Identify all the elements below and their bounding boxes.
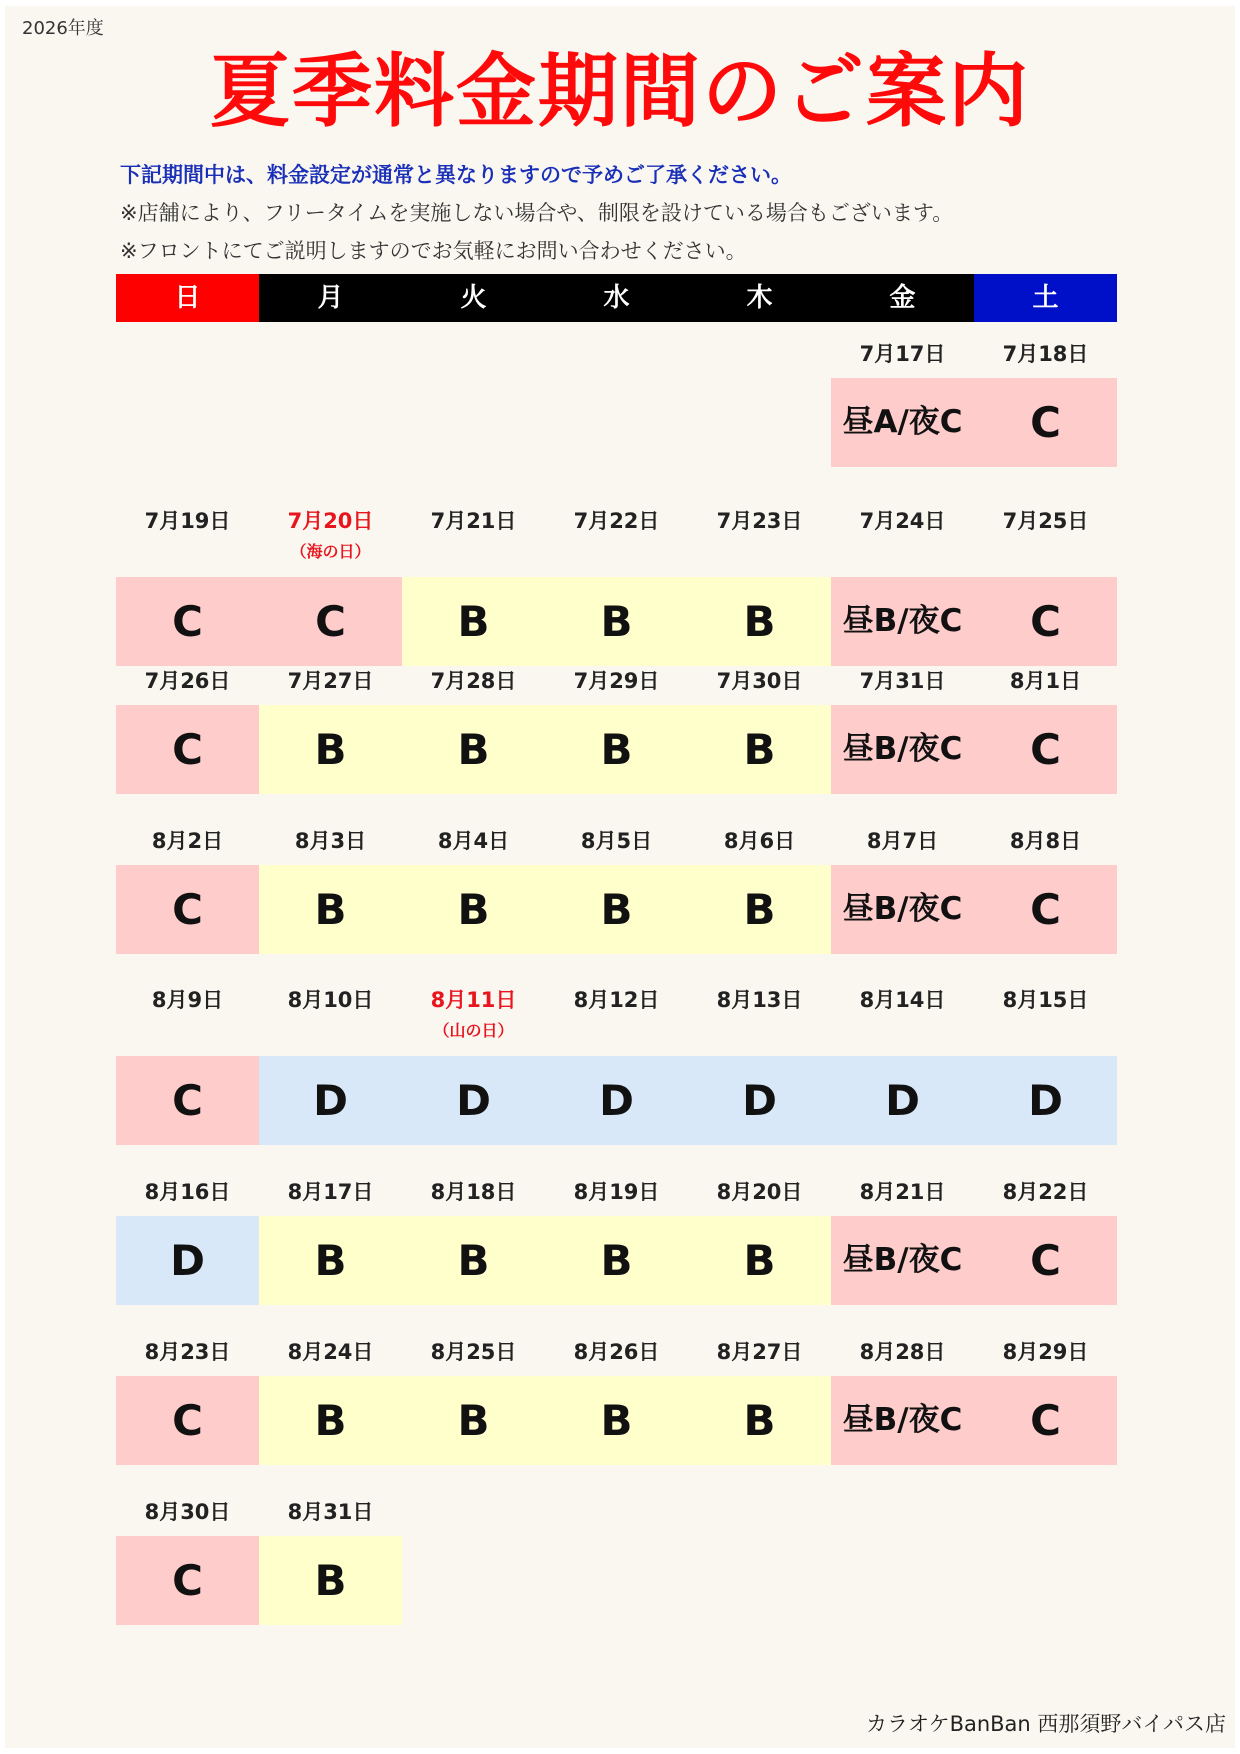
rate-cell: D	[259, 1056, 402, 1145]
day-date: 8月19日	[573, 1180, 660, 1204]
day-date: 7月31日	[859, 669, 946, 693]
rate-cell: 昼B/夜C	[831, 577, 974, 666]
day-date: 7月22日	[573, 509, 660, 533]
day-date: 7月29日	[573, 669, 660, 693]
day-date: 7月20日	[287, 509, 374, 533]
rate-cell: C	[116, 1376, 259, 1465]
day-date: 8月1日	[1009, 669, 1082, 693]
rate-cell: 昼A/夜C	[831, 378, 974, 467]
day-date: 8月15日	[1002, 988, 1089, 1012]
day-date: 8月27日	[716, 1340, 803, 1364]
day-date: 8月5日	[580, 829, 653, 853]
day-date: 8月29日	[1002, 1340, 1089, 1364]
notice-main: 下記期間中は、料金設定が通常と異なりますので予めご了承ください。	[120, 163, 792, 187]
day-date: 7月26日	[144, 669, 231, 693]
weekday-header	[116, 274, 1117, 322]
rate-cell: B	[545, 1376, 688, 1465]
rate-cell: B	[545, 705, 688, 794]
day-date: 8月13日	[716, 988, 803, 1012]
day-date: 8月7日	[866, 829, 939, 853]
day-date: 8月4日	[437, 829, 510, 853]
year-label: 2026年度	[22, 18, 104, 39]
rate-cell: B	[259, 1376, 402, 1465]
rate-cell: C	[974, 705, 1117, 794]
day-date: 8月30日	[144, 1500, 231, 1524]
rate-cell: D	[545, 1056, 688, 1145]
rate-cell: B	[402, 865, 545, 954]
rate-cell: B	[402, 1376, 545, 1465]
weekday-wednesday: 水	[545, 274, 688, 322]
day-date: 7月18日	[1002, 342, 1089, 366]
rate-cell: 昼B/夜C	[831, 705, 974, 794]
day-date: 7月23日	[716, 509, 803, 533]
weekday-thursday: 木	[688, 274, 831, 322]
rate-cell: C	[974, 1216, 1117, 1305]
day-date: 7月27日	[287, 669, 374, 693]
day-date: 7月28日	[430, 669, 517, 693]
day-date: 7月30日	[716, 669, 803, 693]
rate-cell: B	[688, 865, 831, 954]
rate-cell: D	[831, 1056, 974, 1145]
rate-cell: C	[116, 705, 259, 794]
day-date: 8月20日	[716, 1180, 803, 1204]
rate-cell: C	[116, 577, 259, 666]
day-date: 8月3日	[294, 829, 367, 853]
rate-cell: C	[116, 1536, 259, 1625]
rate-cell: B	[688, 1216, 831, 1305]
rate-cell: B	[259, 865, 402, 954]
day-date: 8月10日	[287, 988, 374, 1012]
rate-cell: B	[259, 705, 402, 794]
day-date: 8月26日	[573, 1340, 660, 1364]
rate-cell: B	[545, 577, 688, 666]
rate-cell: C	[116, 865, 259, 954]
notice-free-time: ※店舗により、フリータイムを実施しない場合や、制限を設けている場合もございます。	[120, 201, 954, 225]
day-date: 8月25日	[430, 1340, 517, 1364]
day-date: 8月8日	[1009, 829, 1082, 853]
weekday-sunday: 日	[116, 274, 259, 322]
holiday-name: （海の日）	[290, 542, 371, 561]
rate-cell: D	[116, 1216, 259, 1305]
rate-cell: B	[402, 1216, 545, 1305]
rate-cell: B	[688, 577, 831, 666]
rate-cell: B	[688, 1376, 831, 1465]
rate-cell: B	[402, 577, 545, 666]
rate-cell: 昼B/夜C	[831, 1216, 974, 1305]
notice-contact: ※フロントにてご説明しますのでお気軽にお問い合わせください。	[120, 239, 747, 263]
rate-cell: B	[545, 865, 688, 954]
weekday-saturday: 土	[974, 274, 1117, 322]
day-date: 7月21日	[430, 509, 517, 533]
rate-cell: B	[688, 705, 831, 794]
store-name: カラオケBanBan 西那須野バイパス店	[865, 1712, 1226, 1736]
day-date: 8月12日	[573, 988, 660, 1012]
weekday-tuesday: 火	[402, 274, 545, 322]
day-date: 8月28日	[859, 1340, 946, 1364]
day-date: 8月16日	[144, 1180, 231, 1204]
day-date: 8月23日	[144, 1340, 231, 1364]
day-date: 7月19日	[144, 509, 231, 533]
rate-cell: 昼B/夜C	[831, 865, 974, 954]
rate-cell: 昼B/夜C	[831, 1376, 974, 1465]
day-date: 8月2日	[151, 829, 224, 853]
rate-cell: C	[974, 378, 1117, 467]
holiday-name: （山の日）	[433, 1021, 514, 1040]
rate-cell: B	[402, 705, 545, 794]
day-date: 8月18日	[430, 1180, 517, 1204]
day-date: 8月21日	[859, 1180, 946, 1204]
rate-cell: C	[259, 577, 402, 666]
rate-cell: D	[974, 1056, 1117, 1145]
day-date: 8月6日	[723, 829, 796, 853]
day-date: 7月25日	[1002, 509, 1089, 533]
rate-cell: B	[259, 1216, 402, 1305]
page-title: 夏季料金期間のご案内	[210, 45, 1030, 138]
weekday-friday: 金	[831, 274, 974, 322]
rate-cell: D	[402, 1056, 545, 1145]
rate-cell: C	[974, 577, 1117, 666]
rate-cell: C	[116, 1056, 259, 1145]
day-date: 8月11日	[430, 988, 517, 1012]
rate-cell: C	[974, 1376, 1117, 1465]
day-date: 7月24日	[859, 509, 946, 533]
day-date: 8月14日	[859, 988, 946, 1012]
day-date: 8月31日	[287, 1500, 374, 1524]
day-date: 8月17日	[287, 1180, 374, 1204]
weekday-monday: 月	[259, 274, 402, 322]
day-date: 8月9日	[151, 988, 224, 1012]
rate-cell: D	[688, 1056, 831, 1145]
rate-cell: B	[545, 1216, 688, 1305]
rate-cell: C	[974, 865, 1117, 954]
rate-cell: B	[259, 1536, 402, 1625]
day-date: 7月17日	[859, 342, 946, 366]
day-date: 8月22日	[1002, 1180, 1089, 1204]
day-date: 8月24日	[287, 1340, 374, 1364]
